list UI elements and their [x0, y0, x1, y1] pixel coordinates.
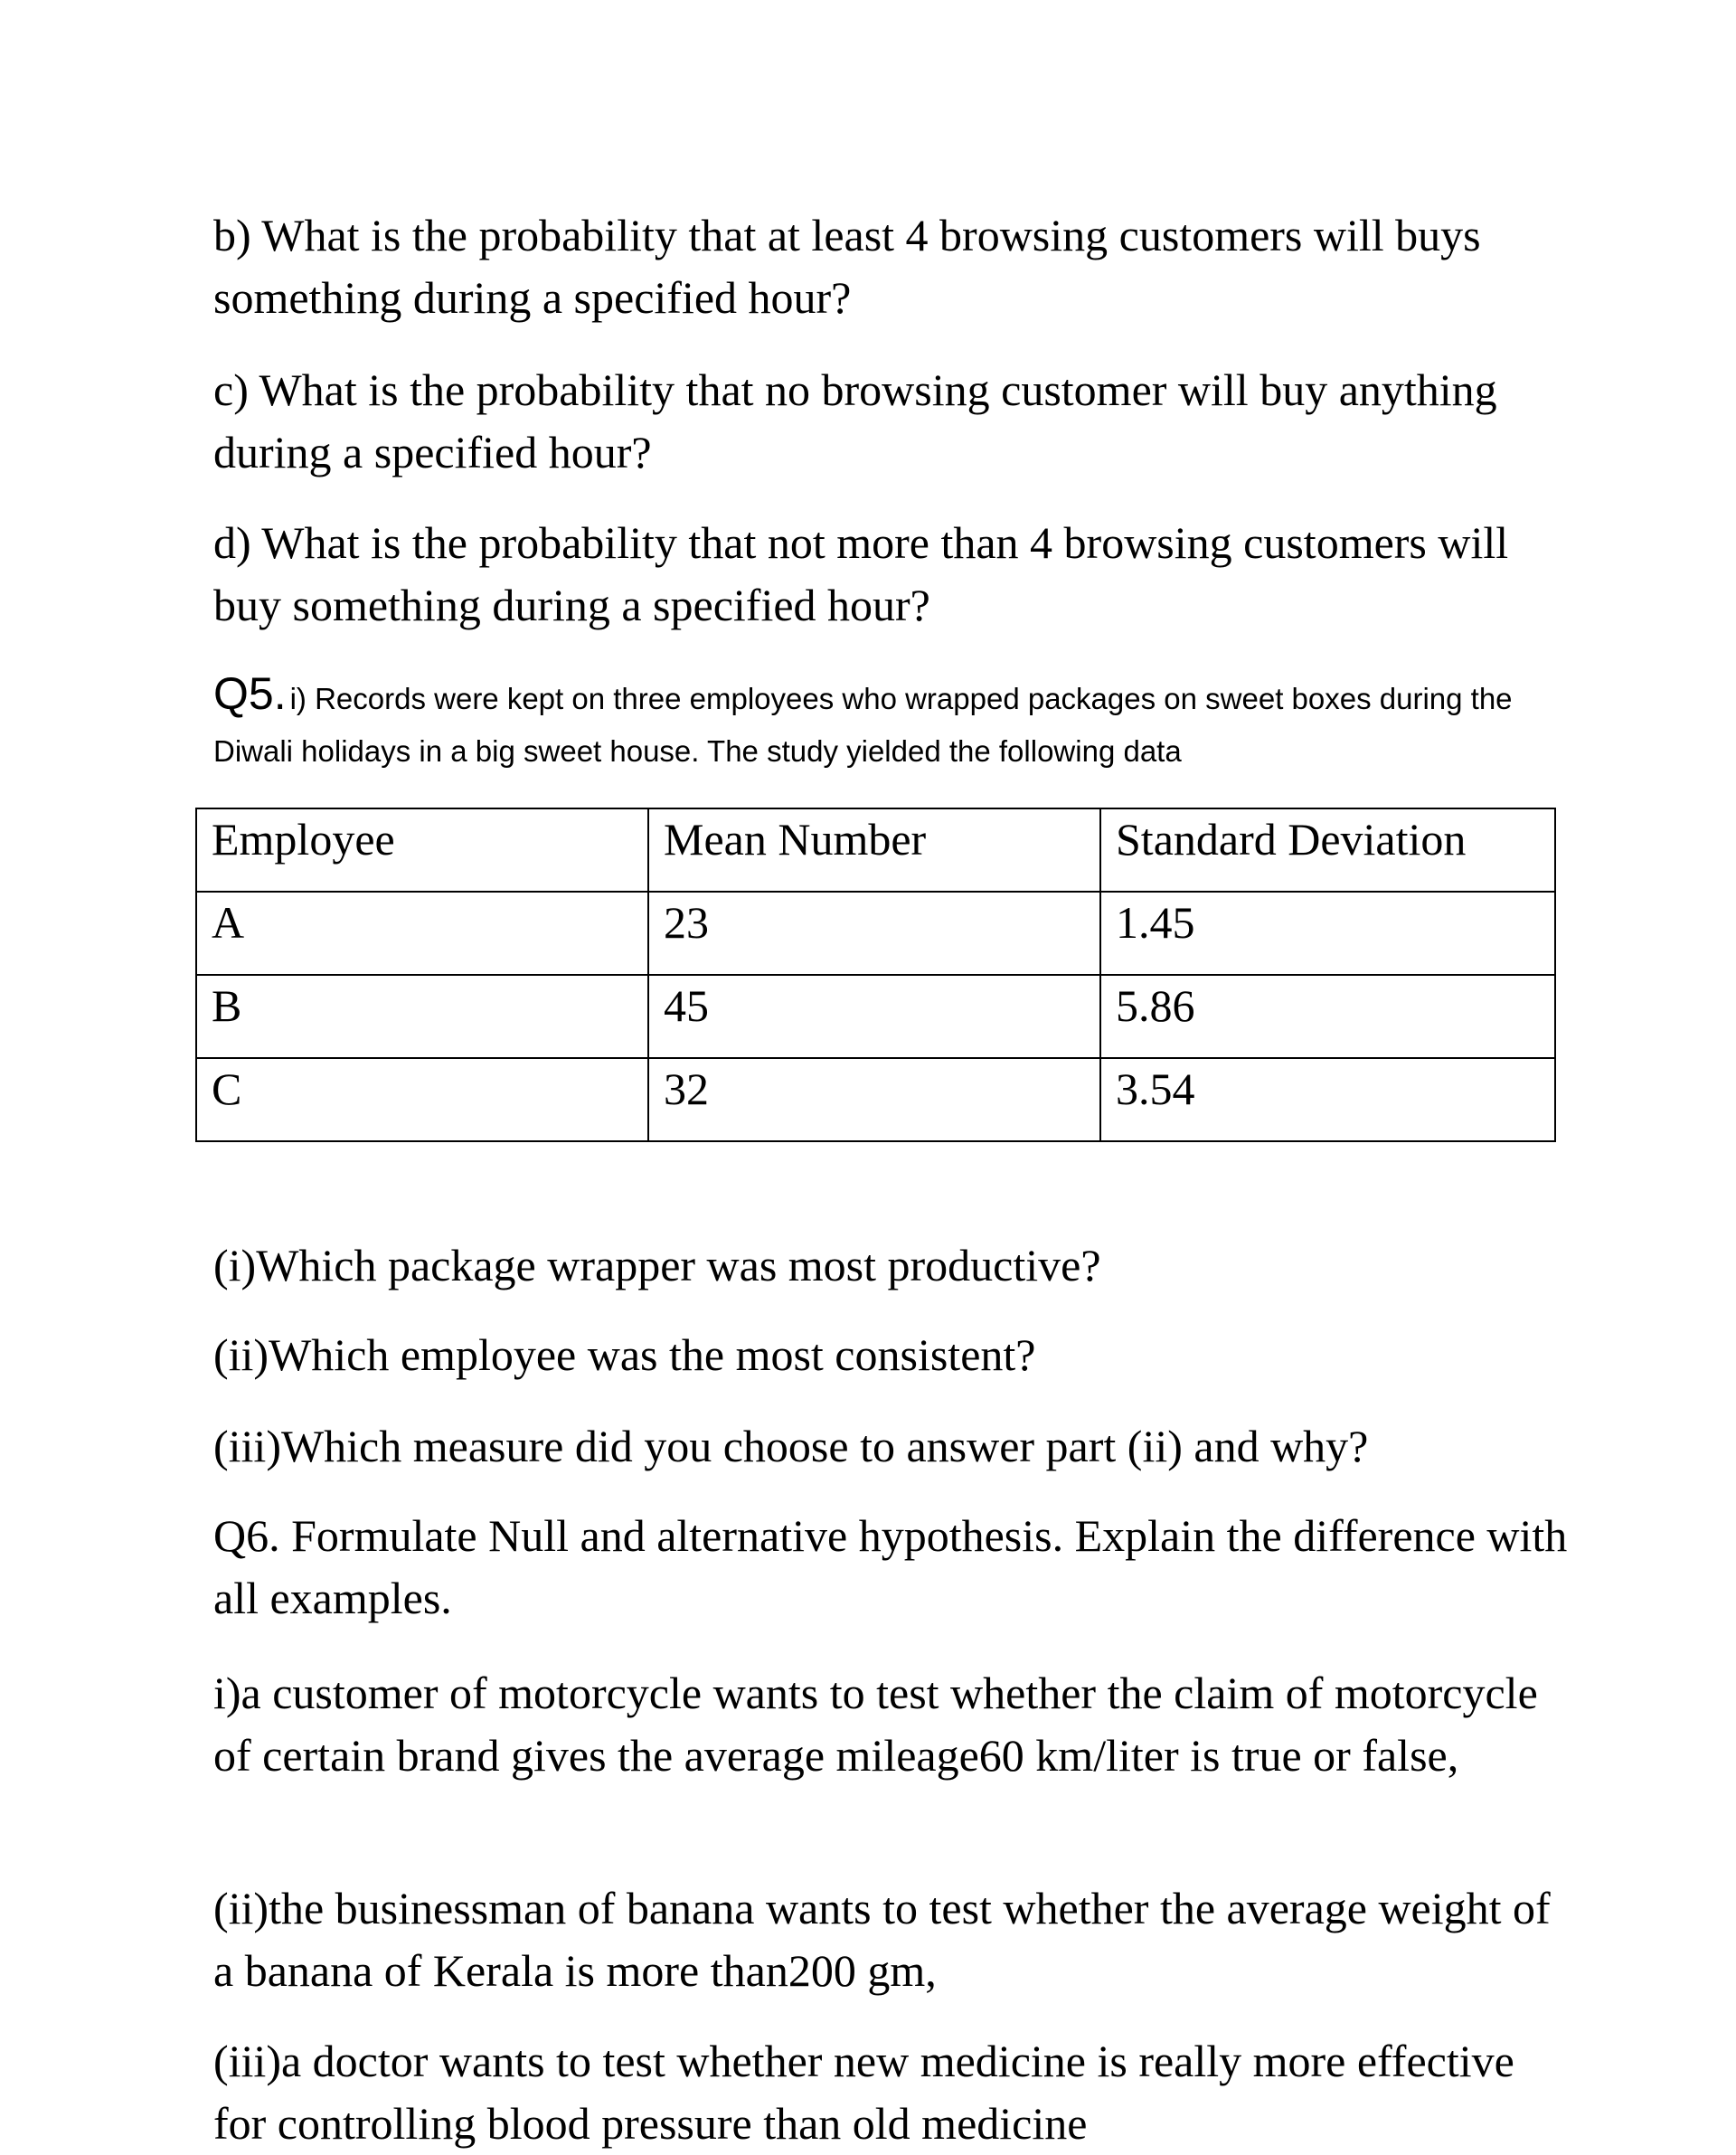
cell-sd: 1.45	[1100, 892, 1555, 975]
employee-data-table	[195, 808, 1556, 1142]
q5-text: i) Records were kept on three employees who wrapped packages on sweet boxes during the Diwali holidays in a big sweet house. The study yielded the following data	[213, 682, 1513, 768]
cell-employee: C	[196, 1058, 648, 1141]
question-q5	[213, 668, 1552, 780]
q5-number: Q5.	[213, 668, 287, 719]
header-mean-number: Mean Number	[648, 808, 1100, 892]
question-b: b) What is the probability that at least 4 browsing customers will buys something during a specified hour?	[213, 210, 1481, 323]
question-c: c) What is the probability that no browsing customer will buy anything during a specified hour?	[213, 364, 1497, 477]
header-employee: Employee	[196, 808, 648, 892]
question-q6-iii: (iii)a doctor wants to test whether new medicine is really more effective for controlling blood pressure than old medicine	[213, 2036, 1514, 2149]
question-q5-i: (i)Which package wrapper was most productive?	[213, 1240, 1101, 1290]
table-row	[196, 1058, 1555, 1141]
table-row	[196, 975, 1555, 1058]
cell-sd: 3.54	[1100, 1058, 1555, 1141]
question-q6: Q6. Formulate Null and alternative hypothesis. Explain the difference with all examples.	[213, 1510, 1568, 1623]
cell-mean: 23	[648, 892, 1100, 975]
cell-mean: 45	[648, 975, 1100, 1058]
question-q6-i: i)a customer of motorcycle wants to test whether the claim of motorcycle of certain brand gives the average mileage60 km/liter is true or false,	[213, 1668, 1538, 1781]
cell-employee: B	[196, 975, 648, 1058]
question-q5-ii: (ii)Which employee was the most consistent?	[213, 1329, 1036, 1380]
question-q6-ii: (ii)the businessman of banana wants to test whether the average weight of a banana of Kerala is more than200 gm,	[213, 1883, 1551, 1996]
table-row	[196, 892, 1555, 975]
header-standard-deviation: Standard Deviation	[1100, 808, 1555, 892]
cell-sd: 5.86	[1100, 975, 1555, 1058]
cell-employee: A	[196, 892, 648, 975]
question-d: d) What is the probability that not more than 4 browsing customers will buy something during a specified hour?	[213, 517, 1509, 630]
question-q5-iii: (iii)Which measure did you choose to answer part (ii) and why?	[213, 1421, 1369, 1471]
table-header-row	[196, 808, 1555, 892]
cell-mean: 32	[648, 1058, 1100, 1141]
